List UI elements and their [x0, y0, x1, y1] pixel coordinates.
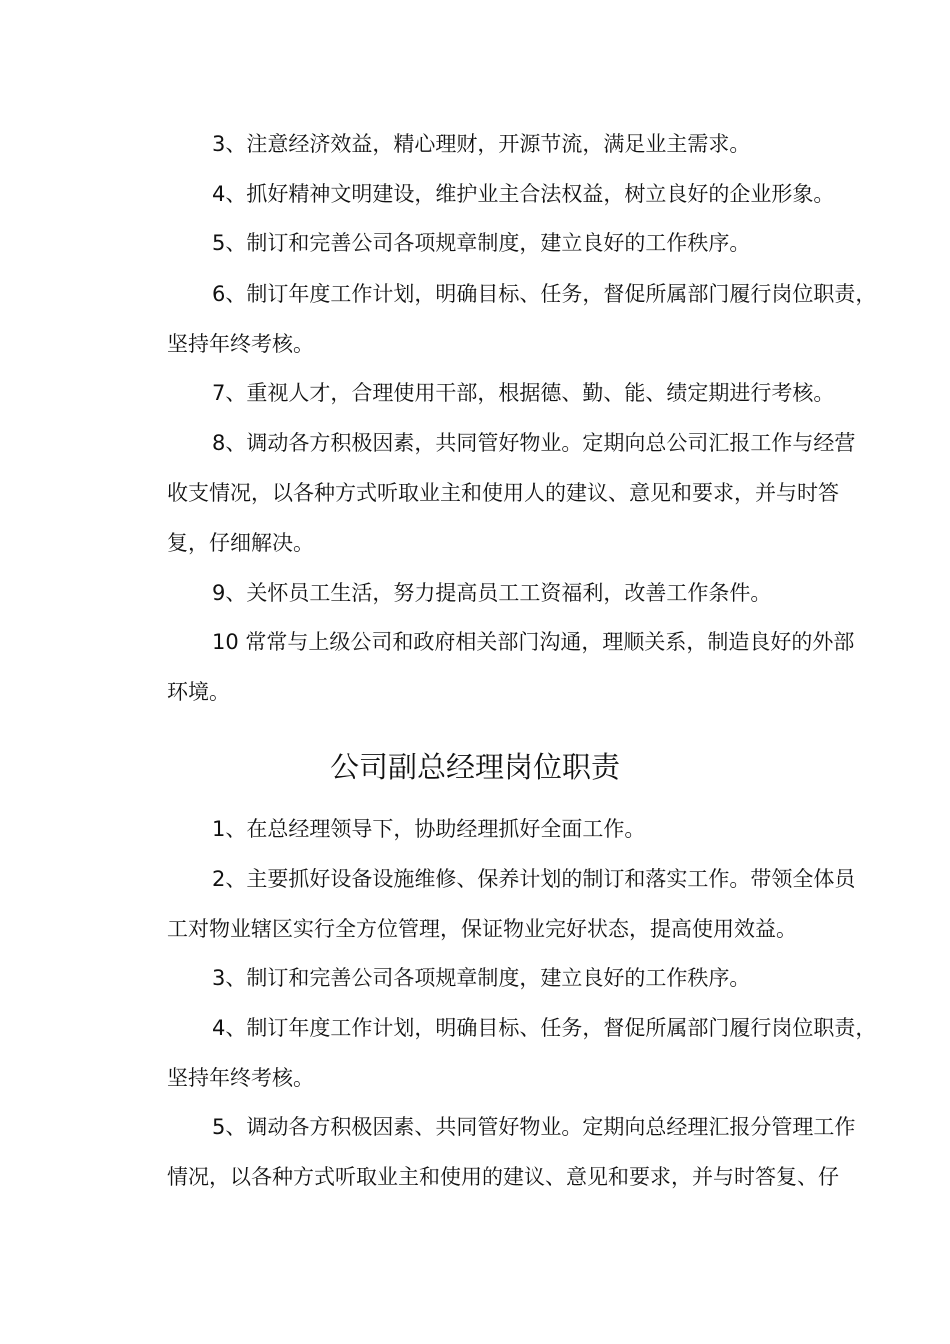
- duty-item-10: 10 常常与上级公司和政府相关部门沟通，理顺关系，制造良好的外部: [212, 630, 855, 654]
- deputy-duty-item-5: 5、调动各方积极因素、共同管好物业。定期向总经理汇报分管理工作: [212, 1115, 856, 1139]
- duty-item-6: 6、制订年度工作计划，明确目标、任务，督促所属部门履行岗位职责，: [212, 282, 877, 306]
- duty-item-8: 8、调动各方积极因素，共同管好物业。定期向总公司汇报工作与经营: [212, 431, 856, 455]
- deputy-duty-item-1: 1、在总经理领导下，协助经理抓好全面工作。: [212, 817, 646, 841]
- deputy-duty-item-4: 4、制订年度工作计划，明确目标、任务，督促所属部门履行岗位职责，: [212, 1016, 877, 1040]
- duty-item-5: 5、制订和完善公司各项规章制度，建立良好的工作秩序。: [212, 231, 751, 255]
- duty-item-8-continued: 复，仔细解决。: [167, 531, 314, 555]
- duty-item-6-continued: 坚持年终考核。: [167, 332, 314, 356]
- deputy-duty-item-2-continued: 工对物业辖区实行全方位管理，保证物业完好状态，提高使用效益。: [167, 917, 797, 941]
- duty-item-8-continued: 收支情况，以各种方式听取业主和使用人的建议、意见和要求，并与时答: [167, 481, 839, 505]
- duty-item-7: 7、重视人才，合理使用干部，根据德、勤、能、绩定期进行考核。: [212, 381, 835, 405]
- deputy-duty-item-2: 2、主要抓好设备设施维修、保养计划的制订和落实工作。带领全体员: [212, 867, 856, 891]
- deputy-duty-item-5-continued: 情况，以各种方式听取业主和使用的建议、意见和要求，并与时答复、仔: [167, 1165, 839, 1189]
- section-title: 公司副总经理岗位职责: [329, 750, 620, 784]
- duty-item-10-continued: 环境。: [167, 680, 230, 704]
- duty-item-4: 4、抓好精神文明建设，维护业主合法权益，树立良好的企业形象。: [212, 182, 835, 206]
- deputy-duty-item-3: 3、制订和完善公司各项规章制度，建立良好的工作秩序。: [212, 966, 751, 990]
- duty-item-9: 9、关怀员工生活，努力提高员工工资福利，改善工作条件。: [212, 581, 772, 605]
- deputy-duty-item-4-continued: 坚持年终考核。: [167, 1066, 314, 1090]
- duty-item-3: 3、注意经济效益，精心理财，开源节流，满足业主需求。: [212, 132, 751, 156]
